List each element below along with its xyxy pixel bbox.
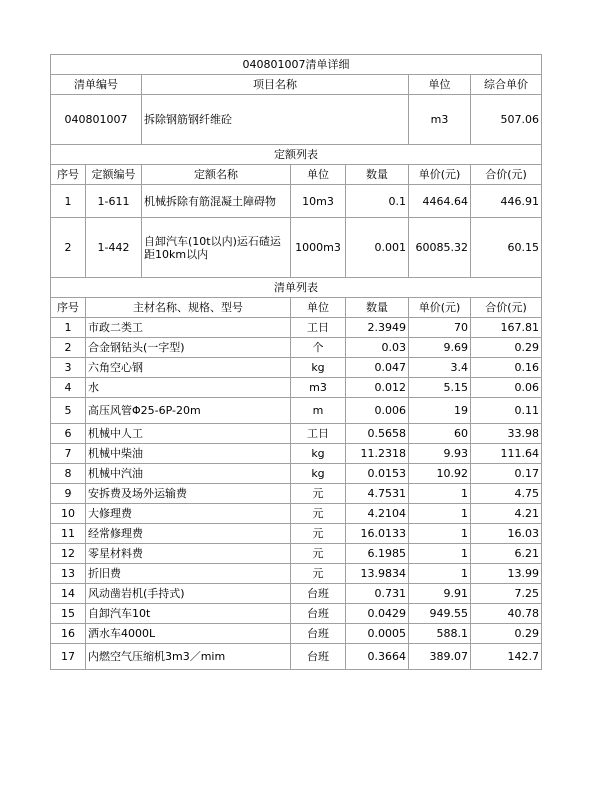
list-qty: 0.03 [346, 338, 409, 358]
list-no: 2 [51, 338, 86, 358]
item-price: 507.06 [471, 95, 542, 145]
list-total: 13.99 [471, 564, 542, 584]
list-no: 10 [51, 504, 86, 524]
list-price: 3.4 [409, 358, 471, 378]
list-unit: kg [291, 358, 346, 378]
list-price: 949.55 [409, 604, 471, 624]
list-name: 安拆费及场外运输费 [86, 484, 291, 504]
list-total: 0.17 [471, 464, 542, 484]
list-total: 33.98 [471, 424, 542, 444]
list-total: 0.11 [471, 398, 542, 424]
list-unit: 工日 [291, 424, 346, 444]
list-qty: 0.0005 [346, 624, 409, 644]
list-price: 19 [409, 398, 471, 424]
list-name: 六角空心钢 [86, 358, 291, 378]
quota-qty: 0.001 [346, 218, 409, 278]
list-price: 1 [409, 564, 471, 584]
list-qty: 4.7531 [346, 484, 409, 504]
list-total: 0.29 [471, 338, 542, 358]
list-price: 1 [409, 544, 471, 564]
list-row [51, 318, 542, 338]
list-qty: 0.5658 [346, 424, 409, 444]
list-qty: 2.3949 [346, 318, 409, 338]
header-label-row [51, 75, 542, 95]
quota-row [51, 218, 542, 278]
list-row [51, 544, 542, 564]
list-name: 经常修理费 [86, 524, 291, 544]
list-total: 6.21 [471, 544, 542, 564]
list-name: 大修理费 [86, 504, 291, 524]
list-total: 167.81 [471, 318, 542, 338]
quota-col-total: 合价(元) [471, 165, 542, 185]
list-total: 0.29 [471, 624, 542, 644]
list-unit: 台班 [291, 584, 346, 604]
list-row [51, 424, 542, 444]
list-qty: 0.0153 [346, 464, 409, 484]
price-label: 综合单价 [471, 75, 542, 95]
list-no: 15 [51, 604, 86, 624]
list-row [51, 338, 542, 358]
list-price: 1 [409, 524, 471, 544]
quota-col-price: 单价(元) [409, 165, 471, 185]
list-unit: 元 [291, 524, 346, 544]
quota-unit: 1000m3 [291, 218, 346, 278]
list-total: 4.75 [471, 484, 542, 504]
list-unit: m3 [291, 378, 346, 398]
list-name: 折旧费 [86, 564, 291, 584]
list-col-price: 单价(元) [409, 298, 471, 318]
list-row [51, 504, 542, 524]
list-col-total: 合价(元) [471, 298, 542, 318]
list-unit: kg [291, 444, 346, 464]
quota-section-title: 定额列表 [51, 145, 542, 165]
list-no: 11 [51, 524, 86, 544]
quota-col-no: 序号 [51, 165, 86, 185]
list-name: 机械中人工 [86, 424, 291, 444]
list-unit: 元 [291, 484, 346, 504]
list-unit: 台班 [291, 604, 346, 624]
list-unit: 台班 [291, 624, 346, 644]
list-name: 水 [86, 378, 291, 398]
list-row [51, 444, 542, 464]
quota-no: 2 [51, 218, 86, 278]
list-total: 111.64 [471, 444, 542, 464]
list-row [51, 358, 542, 378]
list-no: 3 [51, 358, 86, 378]
list-name: 洒水车4000L [86, 624, 291, 644]
code-label: 清单编号 [51, 75, 142, 95]
list-price: 5.15 [409, 378, 471, 398]
list-row [51, 624, 542, 644]
list-row [51, 644, 542, 670]
list-unit: 个 [291, 338, 346, 358]
quota-col-unit: 单位 [291, 165, 346, 185]
list-qty: 6.1985 [346, 544, 409, 564]
list-qty: 11.2318 [346, 444, 409, 464]
list-price: 70 [409, 318, 471, 338]
list-no: 7 [51, 444, 86, 464]
list-total: 142.7 [471, 644, 542, 670]
unit-label: 单位 [409, 75, 471, 95]
quota-col-code: 定额编号 [86, 165, 142, 185]
list-qty: 0.006 [346, 398, 409, 424]
quota-header-row [51, 165, 542, 185]
list-name: 机械中汽油 [86, 464, 291, 484]
list-unit: kg [291, 464, 346, 484]
quota-row [51, 185, 542, 218]
list-no: 9 [51, 484, 86, 504]
detail-table [50, 54, 542, 670]
list-price: 9.93 [409, 444, 471, 464]
list-total: 16.03 [471, 524, 542, 544]
quota-total: 60.15 [471, 218, 542, 278]
list-row [51, 378, 542, 398]
list-total: 7.25 [471, 584, 542, 604]
list-qty: 0.0429 [346, 604, 409, 624]
list-name: 市政二类工 [86, 318, 291, 338]
list-no: 1 [51, 318, 86, 338]
list-row [51, 524, 542, 544]
list-name: 自卸汽车10t [86, 604, 291, 624]
list-name: 机械中柴油 [86, 444, 291, 464]
list-total: 4.21 [471, 504, 542, 524]
list-qty: 0.047 [346, 358, 409, 378]
quota-name: 机械拆除有筋混凝土障碍物 [142, 185, 291, 218]
list-unit: 元 [291, 544, 346, 564]
list-col-unit: 单位 [291, 298, 346, 318]
quota-price: 60085.32 [409, 218, 471, 278]
list-price: 1 [409, 484, 471, 504]
list-no: 17 [51, 644, 86, 670]
list-price: 588.1 [409, 624, 471, 644]
item-unit: m3 [409, 95, 471, 145]
list-qty: 0.012 [346, 378, 409, 398]
list-section-title: 清单列表 [51, 278, 542, 298]
name-label: 项目名称 [142, 75, 409, 95]
list-name: 风动凿岩机(手持式) [86, 584, 291, 604]
list-row [51, 604, 542, 624]
list-name: 高压风管Φ25-6P-20m [86, 398, 291, 424]
list-header-row [51, 298, 542, 318]
list-col-no: 序号 [51, 298, 86, 318]
item-name: 拆除钢筋钢纤维砼 [142, 95, 409, 145]
list-price: 9.91 [409, 584, 471, 604]
list-no: 13 [51, 564, 86, 584]
quota-unit: 10m3 [291, 185, 346, 218]
list-unit: 台班 [291, 644, 346, 670]
list-total: 0.06 [471, 378, 542, 398]
list-unit: 元 [291, 504, 346, 524]
sheet-title: 040801007清单详细 [51, 55, 542, 75]
list-name: 内燃空气压缩机3m3／mim [86, 644, 291, 670]
list-row [51, 464, 542, 484]
title-row [51, 55, 542, 75]
list-unit: 工日 [291, 318, 346, 338]
quota-col-qty: 数量 [346, 165, 409, 185]
list-no: 5 [51, 398, 86, 424]
list-qty: 0.3664 [346, 644, 409, 670]
list-price: 60 [409, 424, 471, 444]
list-col-name: 主材名称、规格、型号 [86, 298, 291, 318]
list-row [51, 398, 542, 424]
list-no: 16 [51, 624, 86, 644]
quota-col-name: 定额名称 [142, 165, 291, 185]
quota-no: 1 [51, 185, 86, 218]
quota-qty: 0.1 [346, 185, 409, 218]
list-price: 1 [409, 504, 471, 524]
list-total: 40.78 [471, 604, 542, 624]
list-price: 10.92 [409, 464, 471, 484]
list-row [51, 484, 542, 504]
list-unit: 元 [291, 564, 346, 584]
quota-price: 4464.64 [409, 185, 471, 218]
list-no: 14 [51, 584, 86, 604]
list-section-title-row [51, 278, 542, 298]
list-row [51, 584, 542, 604]
list-no: 12 [51, 544, 86, 564]
list-price: 9.69 [409, 338, 471, 358]
quota-code: 1-611 [86, 185, 142, 218]
list-total: 0.16 [471, 358, 542, 378]
item-code: 040801007 [51, 95, 142, 145]
list-name: 合金钢钻头(一字型) [86, 338, 291, 358]
list-no: 4 [51, 378, 86, 398]
list-qty: 4.2104 [346, 504, 409, 524]
list-col-qty: 数量 [346, 298, 409, 318]
quota-code: 1-442 [86, 218, 142, 278]
list-price: 389.07 [409, 644, 471, 670]
list-name: 零星材料费 [86, 544, 291, 564]
list-qty: 13.9834 [346, 564, 409, 584]
list-no: 6 [51, 424, 86, 444]
list-no: 8 [51, 464, 86, 484]
list-unit: m [291, 398, 346, 424]
quota-total: 446.91 [471, 185, 542, 218]
quota-section-title-row [51, 145, 542, 165]
quota-name: 自卸汽车(10t以内)运石碴运距10km以内 [142, 218, 291, 278]
list-qty: 16.0133 [346, 524, 409, 544]
header-value-row [51, 95, 542, 145]
list-qty: 0.731 [346, 584, 409, 604]
list-row [51, 564, 542, 584]
